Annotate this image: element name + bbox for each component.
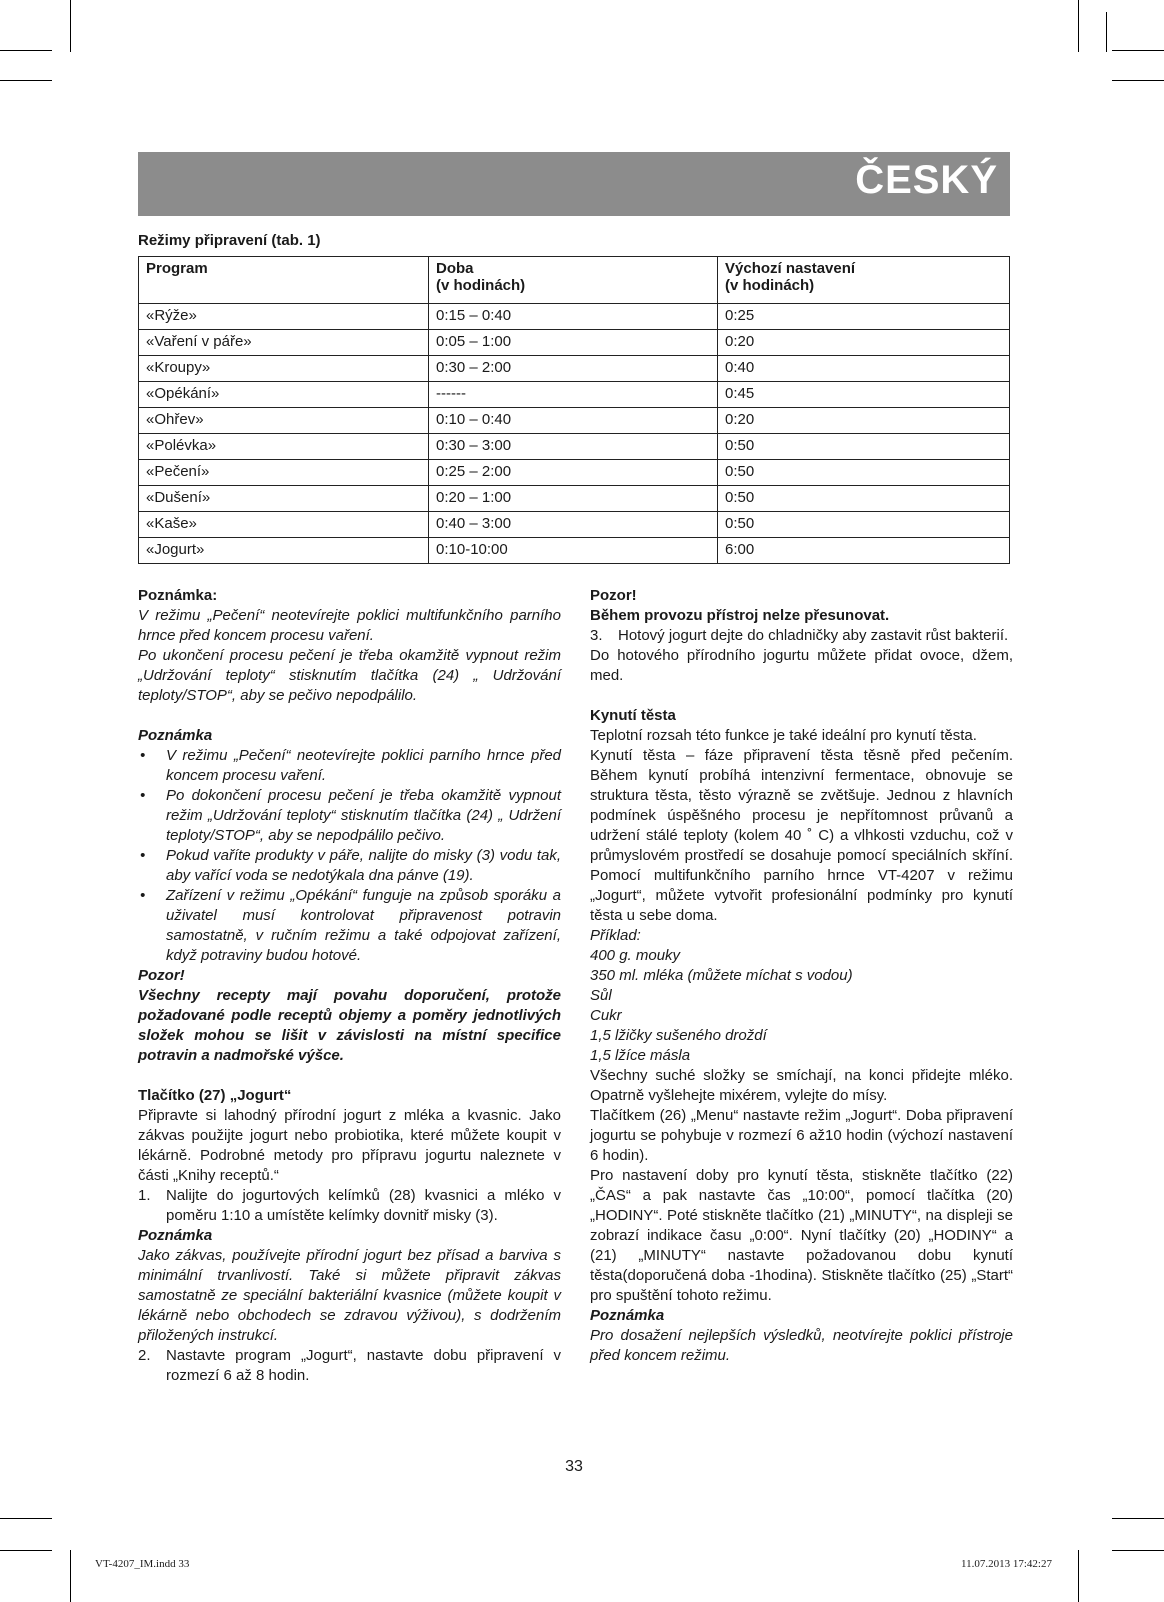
table-header-row — [139, 257, 1010, 304]
ingredient: Sůl — [590, 987, 612, 1004]
note-title: Poznámka: — [138, 587, 218, 604]
table-cell: 6:00 — [718, 538, 1010, 564]
right-column — [590, 586, 1013, 1366]
note-text: Jako zákvas, používejte přírodní jogurt bez přísad a barviva s minimální trvanlivostí. Také si můžete připravit zákvas samostatně ze speciální bakteriální kvasnice (můžete koupit v lékárně nebo obchodech se zdravou výživou), s dodržením přiložených instrukcí. — [138, 1247, 561, 1344]
table-cell: 0:10 – 0:40 — [429, 408, 718, 434]
table-cell: «Opékání» — [139, 382, 429, 408]
cooking-modes-table — [138, 256, 1010, 564]
table-caption: Režimy připravení (tab. 1) — [138, 232, 321, 249]
table-cell: 0:50 — [718, 486, 1010, 512]
note-title: Poznámka — [138, 727, 213, 744]
table-row — [139, 434, 1010, 460]
table-header-cell: Doba (v hodinách) — [429, 257, 718, 304]
paragraph: Pro nastavení doby pro kynutí těsta, stiskněte tlačítko (22) „ČAS“ a pak nastavte čas „10:00“, pomocí tlačítka (20) „HODINY“. Poté stiskněte tlačítko (21) „MINUTY“, na displeji se zobrazí indikace času „0:00“. Nyní tlačítky (20) „HODINY“ a (21) „MINUTY“ nastavte požadovanou dobu kynutí těsta(doporučená doba -1hodina). Stiskněte tlačítko (25) „Start“ pro spuštění tohoto režimu. — [590, 1167, 1013, 1304]
list-item: • Pokud vaříte produkty v páře, nalijte do misky (3) vodu tak, aby vařící voda se nedotýkala dna pánve (19). — [140, 847, 561, 884]
note-text: V režimu „Pečení“ neotevírejte poklici multifunkčního parního hrnce před koncem procesu vaření. — [138, 607, 561, 644]
ingredient: 1,5 lžičky sušeného droždí — [590, 1027, 767, 1044]
warning-text: Všechny recepty mají povahu doporučení, protože požadované podle receptů objemy a poměry jednotlivých složek mohou se lišit v závislosti na místní specifice potravin a nadmořské výšce. — [138, 987, 561, 1064]
table-row — [139, 356, 1010, 382]
crop-mark — [70, 1550, 71, 1602]
language-title: ČESKÝ — [855, 158, 998, 202]
list-item: 2. Nastavte program „Jogurt“, nastavte dobu připravení v rozmezí 6 až 8 hodin. — [138, 1347, 561, 1384]
table-cell: «Kroupy» — [139, 356, 429, 382]
table-cell: 0:20 — [718, 408, 1010, 434]
table-row — [139, 304, 1010, 330]
warning-text: Během provozu přístroj nelze přesunovat. — [590, 607, 890, 624]
list-item: 1. Nalijte do jogurtových kelímků (28) kvasnici a mléko v poměru 1:10 a umístěte kelímky dovnitř misky (3). — [138, 1187, 561, 1224]
paragraph: Všechny suché složky se smíchají, na konci přidejte mléko. Opatrně vyšlehejte mixérem, vylejte do mísy. — [590, 1067, 1013, 1104]
page-number: 33 — [565, 1458, 583, 1475]
table-cell: «Dušení» — [139, 486, 429, 512]
table-cell: 0:40 – 3:00 — [429, 512, 718, 538]
table-cell: 0:25 — [718, 304, 1010, 330]
crop-mark — [1078, 0, 1079, 52]
crop-mark — [1112, 50, 1164, 51]
list-item: • Zařízení v režimu „Opékání“ funguje na způsob sporáku a uživatel musí kontrolovat připravenost potravin samostatně, v ručním režimu a také odpojovat zařízení, když potraviny budou hotové. — [140, 887, 561, 964]
warning-title: Pozor! — [590, 587, 637, 604]
left-column — [138, 586, 561, 1386]
note-text: Po ukončení procesu pečení je třeba okamžitě vypnout režim „Udržování teploty“ stisknutím tlačítka (24) „ Udržování teploty/STOP“, aby se pečivo nepodpálilo. — [138, 647, 561, 704]
crop-mark — [70, 0, 71, 52]
note-text: Pro dosažení nejlepších výsledků, neotvírejte poklici přístroje před koncem režimu. — [590, 1327, 1013, 1364]
table-row — [139, 408, 1010, 434]
warning-title: Pozor! — [138, 967, 185, 984]
table-row — [139, 460, 1010, 486]
table-cell: «Jogurt» — [139, 538, 429, 564]
paragraph: Do hotového přírodního jogurtu můžete přidat ovoce, džem, med. — [590, 647, 1013, 684]
table-cell: 0:25 – 2:00 — [429, 460, 718, 486]
table-cell: 0:50 — [718, 460, 1010, 486]
table-cell: 0:50 — [718, 434, 1010, 460]
ingredient: 400 g. mouky — [590, 947, 681, 964]
table-cell: 0:30 – 2:00 — [429, 356, 718, 382]
paragraph: Kynutí těsta – fáze připravení těsta těsně před pečením. Během kynutí probíhá intenzivní fermentace, obnovuje se struktura těsta, těsto výrazně se zvětšuje. Jednou z hlavních podmínek úspěšného procesu je nepřítomnost průvanů a udržení stálé teploty (kolem 40 ˚ C) a vlhkosti vzduchu, což v průmyslovém prostředí se dosahuje pomocí speciálních skříní. Pomocí multifunkčního parního hrnce VT-4207 v režimu „Jogurt“, můžete vytvořit profesionální podmínky pro kynutí těsta u sebe doma. — [590, 747, 1013, 924]
table-cell: 0:45 — [718, 382, 1010, 408]
table-header-cell: Výchozí nastavení (v hodinách) — [718, 257, 1010, 304]
section-title: Tlačítko (27) „Jogurt“ — [138, 1087, 292, 1104]
list-item: • Po dokončení procesu pečení je třeba okamžitě vypnout režim „Udržování teploty“ stisknutím tlačítka (24) „ Udržení teploty/STOP“, aby se nepodpálilo pečivo. — [140, 787, 561, 844]
table-row — [139, 486, 1010, 512]
table-cell: 0:40 — [718, 356, 1010, 382]
table-cell: «Kaše» — [139, 512, 429, 538]
ingredient: 350 ml. mléka (můžete míchat s vodou) — [590, 967, 853, 984]
table-row — [139, 330, 1010, 356]
table-cell: ------ — [429, 382, 718, 408]
table-row — [139, 538, 1010, 564]
table-cell: «Polévka» — [139, 434, 429, 460]
table-header-cell: Program — [139, 257, 429, 304]
crop-mark — [0, 1550, 52, 1551]
table-row — [139, 382, 1010, 408]
language-header-bar — [138, 152, 1010, 216]
table-cell: 0:20 — [718, 330, 1010, 356]
crop-mark — [0, 80, 52, 81]
table-row — [139, 512, 1010, 538]
table-cell: 0:15 – 0:40 — [429, 304, 718, 330]
list-item: • V režimu „Pečení“ neotevírejte poklici parního hrnce před koncem procesu vaření. — [140, 747, 561, 784]
footer-datetime: 11.07.2013 17:42:27 — [961, 1558, 1052, 1570]
crop-mark — [1106, 12, 1107, 52]
example-label: Příklad: — [590, 927, 641, 944]
crop-mark — [1112, 80, 1164, 81]
footer-file-info: VT-4207_IM.indd 33 — [95, 1558, 190, 1570]
table-cell: 0:05 – 1:00 — [429, 330, 718, 356]
table-cell: «Rýže» — [139, 304, 429, 330]
paragraph: Tlačítkem (26) „Menu“ nastavte režim „Jogurt“. Doba připravení jogurtu se pohybuje v rozmezí 6 až10 hodin (výchozí nastavení 6 hodin). — [590, 1107, 1013, 1164]
table-cell: «Ohřev» — [139, 408, 429, 434]
crop-mark — [1112, 1518, 1164, 1519]
note-title: Poznámka — [138, 1227, 213, 1244]
list-item: 3. Hotový jogurt dejte do chladničky aby zastavit růst bakterií. — [590, 627, 1009, 644]
ingredient: 1,5 lžíce másla — [590, 1047, 691, 1064]
ingredient: Cukr — [590, 1007, 622, 1024]
table-cell: 0:20 – 1:00 — [429, 486, 718, 512]
note-title: Poznámka — [590, 1307, 665, 1324]
table-cell: «Vaření v páře» — [139, 330, 429, 356]
crop-mark — [1078, 1550, 1079, 1602]
crop-mark — [0, 1518, 52, 1519]
table-cell: 0:50 — [718, 512, 1010, 538]
crop-mark — [0, 50, 52, 51]
section-title: Kynutí těsta — [590, 707, 676, 724]
table-cell: «Pečení» — [139, 460, 429, 486]
table-cell: 0:30 – 3:00 — [429, 434, 718, 460]
paragraph: Teplotní rozsah této funkce je také ideální pro kynutí těsta. — [590, 727, 977, 744]
table-cell: 0:10-10:00 — [429, 538, 718, 564]
crop-mark — [1112, 1550, 1164, 1551]
paragraph: Připravte si lahodný přírodní jogurt z mléka a kvasnic. Jako zákvas použijte jogurt nebo probiotika, které můžete koupit v lékárně. Podrobné metody pro přípravu jogurtu naleznete v části „Knihy receptů.“ — [138, 1107, 561, 1184]
